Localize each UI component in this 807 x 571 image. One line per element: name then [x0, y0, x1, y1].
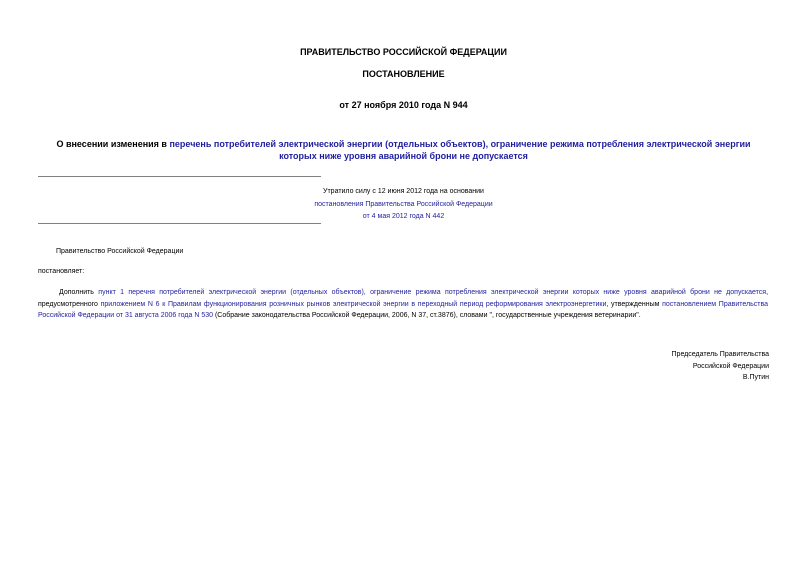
para-link-item[interactable]: пункт 1 перечня потребителей электрической энергии (отдельных объектов), ограничение режима потребления электрической энергии которых ниже уровня аварийной брони не допускается	[98, 289, 767, 296]
para-text-3: , утвержденным	[606, 300, 663, 308]
status-link-resolution[interactable]: постановления Правительства Российской Федерации	[314, 200, 493, 208]
para-text-1: Дополнить	[59, 289, 99, 296]
document-title	[38, 138, 769, 162]
para-text-2: , предусмотренного	[38, 289, 769, 308]
status-note	[230, 186, 577, 224]
para-text-4: (Собрание законодательства Российской Федерации, 2006, N 37, ст.3876), словами ", государственные учреждения ветеринарии".	[213, 312, 641, 319]
signature-block	[569, 349, 769, 384]
main-paragraph	[38, 287, 768, 322]
government-heading: ПРАВИТЕЛЬСТВО РОССИЙСКОЙ ФЕДЕРАЦИИ	[300, 47, 507, 57]
status-line: Утратило силу с 12 июня 2012 года на основании	[323, 188, 484, 195]
status-link-date[interactable]: от 4 мая 2012 года N 442	[362, 213, 445, 220]
decrees-text: постановляет:	[38, 268, 85, 275]
bottom-divider	[38, 223, 321, 224]
para-link-appendix[interactable]: приложением N 6 к Правилам функционирования розничных рынков электрической энергии в переходный период реформирования электроэнергетики	[100, 300, 607, 308]
issuer-text: Правительство Российской Федерации	[56, 248, 184, 255]
document-date-number: от 27 ноября 2010 года N 944	[339, 100, 468, 110]
top-divider	[38, 176, 321, 177]
document-type: ПОСТАНОВЛЕНИЕ	[362, 69, 445, 79]
para-link-resolution[interactable]: постановлением Правительства Российской Федерации от 31 августа 2006 года N 530	[38, 300, 768, 319]
signature-position: Председатель Правительства	[671, 351, 769, 358]
title-link[interactable]: перечень потребителей электрической энергии (отдельных объектов), ограничение режима потребления электрической энергии которых ниже уровня аварийной брони не допускается	[169, 139, 751, 161]
title-prefix: О внесении изменения в	[56, 139, 170, 149]
signature-name: В.Путин	[742, 374, 769, 381]
signature-organization: Российской Федерации	[692, 362, 769, 370]
